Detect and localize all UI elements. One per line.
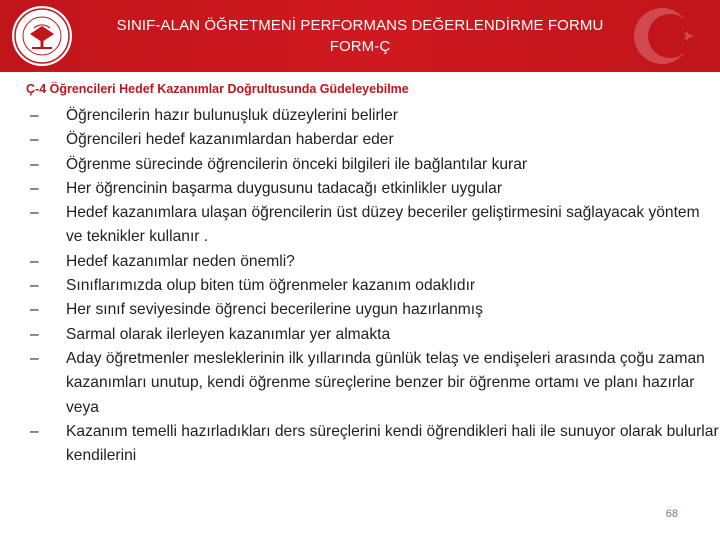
dash-bullet: – <box>30 107 39 124</box>
list-item: – Aday öğretmenler mesleklerinin ilk yıllarında günlük telaş ve endişeleri arasında çoğu zaman kazanımları unutup, kendi öğrenme süreçlerine benzer bir öğrenme ortamı ve planı hazırlar veya <box>30 347 720 420</box>
dash-bullet: – <box>30 252 39 270</box>
section-title: Ç-4 Öğrencileri Hedef Kazanımlar Doğrultusunda Güdeleyebilme <box>26 82 409 96</box>
dash-bullet: – <box>30 325 39 343</box>
dash-bullet: – <box>30 301 39 319</box>
title-line-2: FORM-Ç <box>329 38 391 55</box>
dash-bullet: – <box>30 155 39 173</box>
dash-bullet: – <box>30 349 39 367</box>
list-item: – Kazanım temelli hazırladıkları ders süreçlerini kendi öğrendikleri hali ile sunuyor olarak bulurlar kendilerini <box>30 420 720 469</box>
dash-bullet: – <box>30 131 39 149</box>
page-number: 68 <box>665 508 678 520</box>
header-banner <box>0 0 720 72</box>
list-item: – Öğrenme sürecinde öğrencilerin önceki bilgileri ile bağlantılar kurar <box>30 153 720 177</box>
list-item: – Her öğrencinin başarma duygusunu tadacağı etkinlikler uygular <box>30 177 720 201</box>
list-item: – Sınıflarımızda olup biten tüm öğrenmeler kazanım odaklıdır <box>30 274 720 298</box>
bullet-list <box>30 104 720 468</box>
dash-bullet: – <box>30 277 39 295</box>
list-item: – Hedef kazanımlar neden önemli? <box>30 250 720 274</box>
title-line-1: SINIF-ALAN ÖĞRETMENİ PERFORMANS DEĞERLENDİRME FORMU <box>116 17 604 34</box>
list-item: – Her sınıf seviyesinde öğrenci becerilerine uygun hazırlanmış <box>30 298 720 322</box>
list-item: – Öğrencilerin hazır bulunuşluk düzeylerini belirler <box>30 104 720 128</box>
dash-bullet: – <box>30 179 39 197</box>
list-item: – Öğrencileri hedef kazanımlardan haberdar eder <box>30 128 720 152</box>
dash-bullet: – <box>30 204 39 222</box>
list-item: – Hedef kazanımlara ulaşan öğrencilerin üst düzey beceriler geliştirmesini sağlayacak yöntem ve teknikler kullanır . <box>30 201 720 250</box>
list-item: – Sarmal olarak ilerleyen kazanımlar yer almakta <box>30 323 720 347</box>
dash-bullet: – <box>30 422 39 440</box>
page-title <box>0 15 720 57</box>
